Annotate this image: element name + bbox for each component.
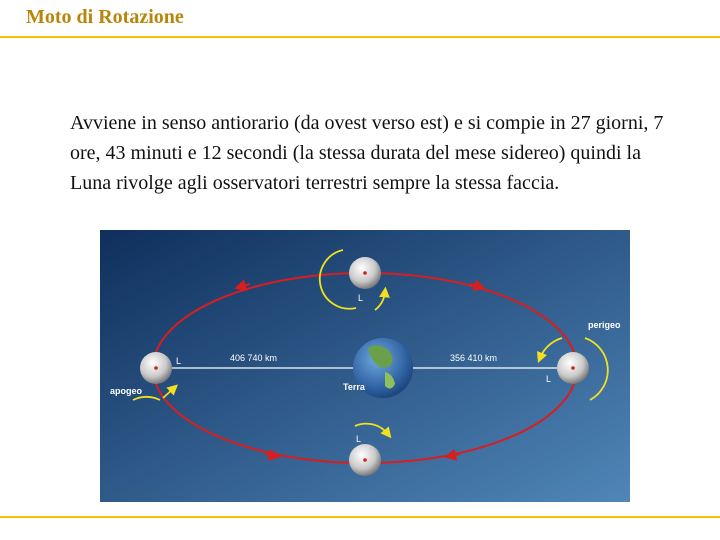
moon-top-center — [363, 271, 367, 275]
moon-apogee-marker: L — [176, 356, 182, 366]
top-divider — [0, 36, 720, 38]
perigee-distance: 356 410 km — [450, 353, 498, 363]
earth-label: Terra — [343, 382, 365, 392]
apogee-distance: 406 740 km — [230, 353, 278, 363]
body-paragraph: Avviene in senso antiorario (da ovest verso est) e si compie in 27 giorni, 7 ore, 43 minuti e 12 secondi (la stessa durata del mese sidereo) quindi la Luna rivolge agli osservatori terrestri sempre la stessa faccia. — [70, 112, 664, 194]
apogee-label: apogeo — [110, 386, 143, 396]
moon-bottom-center — [363, 458, 367, 462]
moon-perigee-marker: L — [546, 374, 552, 384]
moon-top-marker: L — [358, 293, 364, 303]
perigee-label: perigeo — [588, 320, 621, 330]
moon-apogee-center — [154, 366, 158, 370]
moon-orbit-figure — [100, 230, 630, 502]
bottom-divider — [0, 516, 720, 518]
orbit-diagram — [100, 230, 630, 502]
slide-title: Moto di Rotazione — [26, 6, 184, 28]
moon-perigee-center — [571, 366, 575, 370]
moon-bottom-marker: L — [356, 434, 362, 444]
